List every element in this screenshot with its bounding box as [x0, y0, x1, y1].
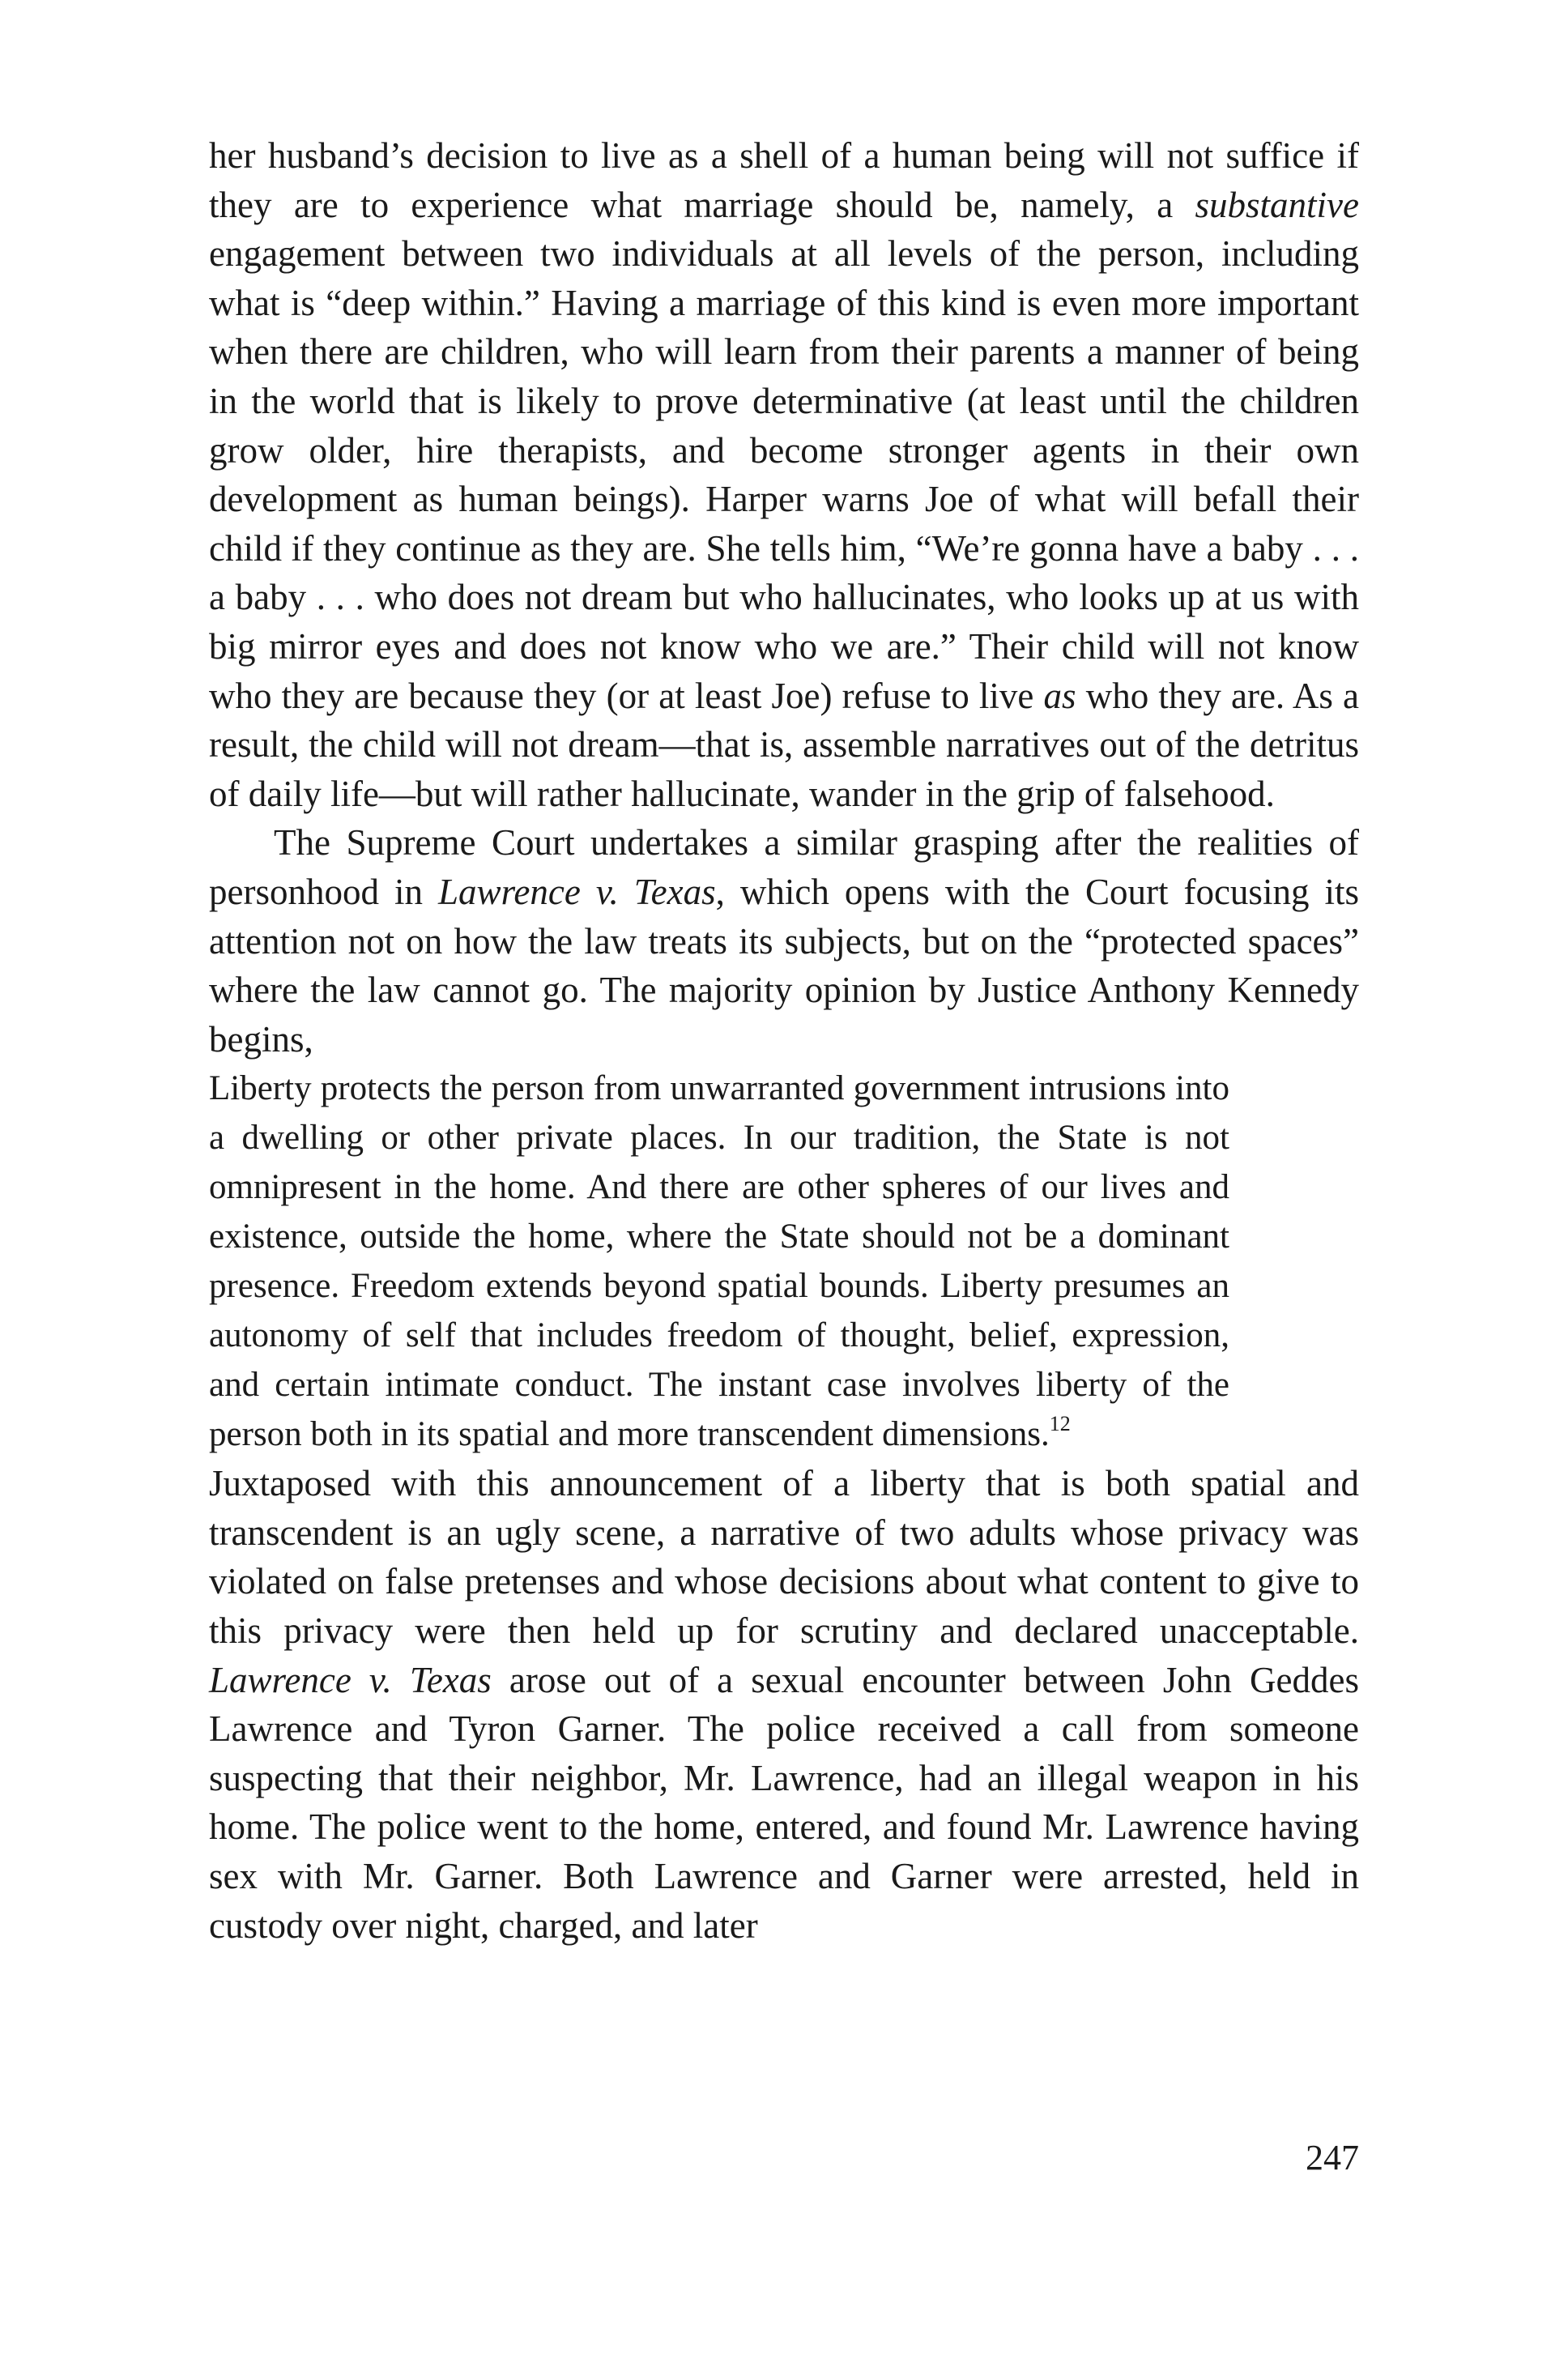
- block-quote: [209, 1064, 1229, 1459]
- text-run: her husband’s decision to live as a shell of a human being will not suffice if they are to experience what marriage should be, namely, a: [209, 135, 1359, 225]
- italic-run: substantive: [1195, 184, 1359, 225]
- paragraph-juxtaposed: [209, 1459, 1359, 1950]
- body-text: [209, 131, 1359, 1950]
- paragraph-continued: [209, 131, 1359, 818]
- text-run: arose out of a sexual encounter between John Geddes Lawrence and Tyron Garner. The police received a call from someone suspecting that their neighbor, Mr. Lawrence, had an illegal weapon in his home. The police went to the home, entered, and found Mr. Lawrence having sex with Mr. Garner. Both Lawrence and Garner were arrested, held in custody over night, charged, and later: [209, 1659, 1359, 1946]
- case-name: Lawrence v. Texas: [438, 871, 716, 912]
- text-run: Juxtaposed with this announcement of a liberty that is both spatial and transcendent is an ugly scene, a narrative of two adults whose privacy was violated on false pretenses and whose decisions about what content to give to this privacy were then held up for scrutiny and declared unacceptable.: [209, 1463, 1359, 1652]
- text-run: , which opens with the Court focusing its attention not on how the law treats its subjects, but on the “protected spaces” where the law cannot go. The majority opinion by Justice Anthony Kennedy begins,: [209, 871, 1359, 1060]
- paragraph-supreme-court: [209, 818, 1359, 1064]
- text-run: engagement between two individuals at all levels of the person, including what is “deep within.” Having a marriage of this kind is even more important when there are children, who will learn from their parents a manner of being in the world that is likely to prove determinative (at least until the children grow older, hire therapists, and become stronger agents in their own development as human beings). Harper warns Joe of what will befall their child if they continue as they are. She tells him, “We’re gonna have a baby . . . a baby . . . who does not dream but who hallucinates, who looks up at us with big mirror eyes and does not know who we are.” Their child will not know who they are because they (or at least Joe) refuse to live: [209, 233, 1359, 716]
- footnote-marker: 12: [1049, 1412, 1071, 1436]
- quote-text: Liberty protects the person from unwarranted government intrusions into a dwelling or other private places. In our tradition, the State is not omnipresent in the home. And there are other spheres of our lives and existence, outside the home, where the State should not be a dominant presence. Freedom extends beyond spatial bounds. Liberty presumes an autonomy of self that includes freedom of thought, belief, expression, and certain intimate conduct. The instant case involves liberty of the person both in its spatial and more transcendent dimensions.: [209, 1069, 1229, 1454]
- case-name: Lawrence v. Texas: [209, 1659, 492, 1700]
- text-run: who they are. As a result, the child will not dream—that is, assemble narratives out of the detritus of daily life—but will rather hallucinate, wander in the grip of falsehood.: [209, 675, 1360, 814]
- text-run: The Supreme Court undertakes a similar grasping after the realities of personhood in: [209, 822, 1359, 912]
- page-number: 247: [1306, 2138, 1359, 2177]
- italic-run: as: [1043, 675, 1076, 716]
